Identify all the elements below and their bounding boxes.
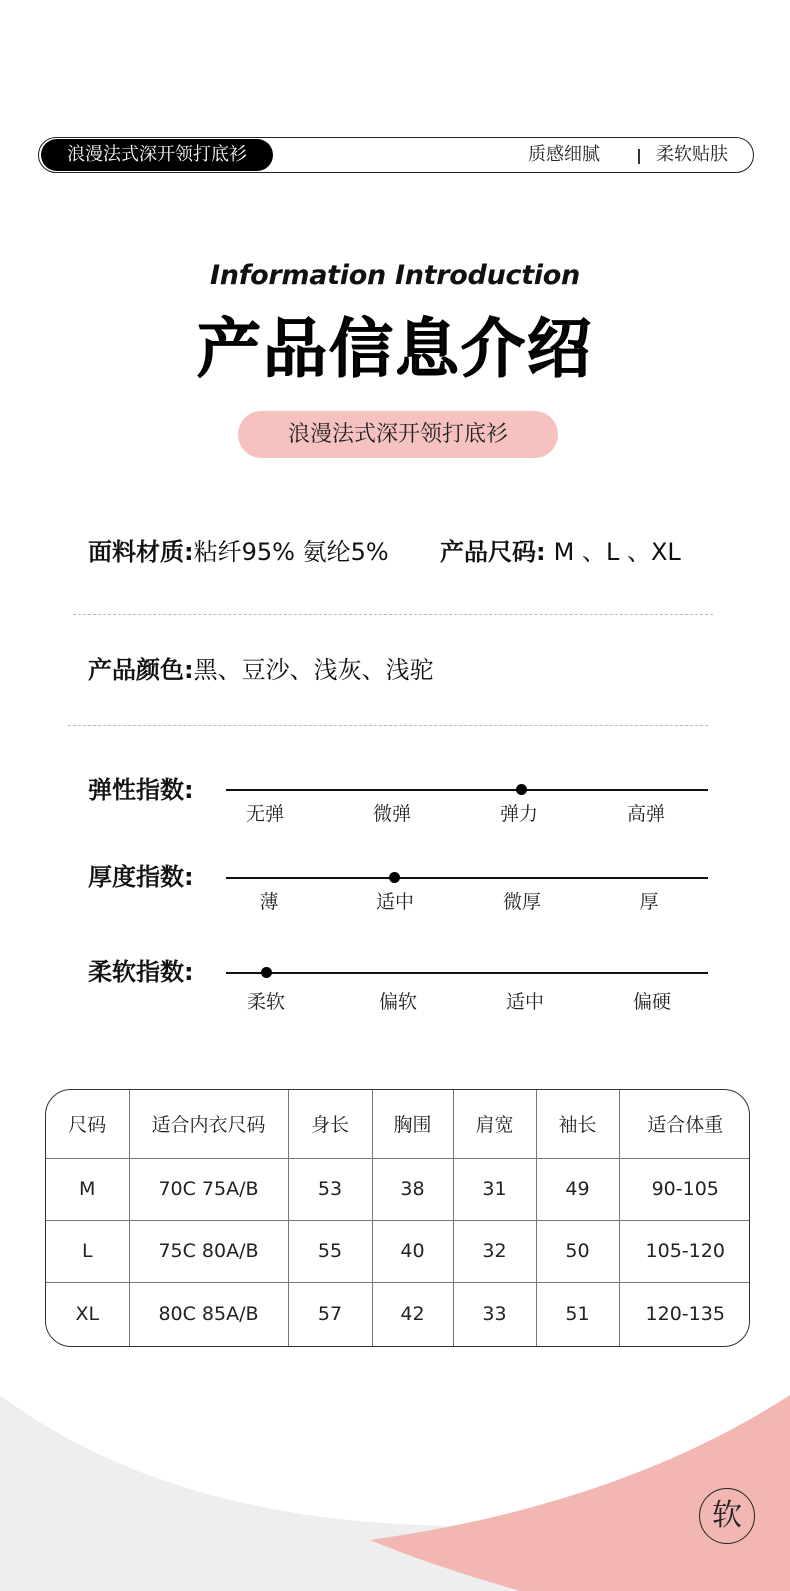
color-label: 产品颜色: <box>88 656 194 684</box>
table-header-cell: 胸围 <box>372 1090 453 1158</box>
table-cell: 50 <box>536 1220 619 1282</box>
softness-tick: 适中 <box>505 991 544 1013</box>
soft-badge: 软 <box>699 1488 755 1544</box>
table-cell: 38 <box>372 1158 453 1220</box>
table-cell: XL <box>46 1282 129 1346</box>
table-header-cell: 适合内衣尺码 <box>129 1090 288 1158</box>
table-row <box>46 1282 750 1346</box>
table-cell: 57 <box>288 1282 372 1346</box>
elasticity-tick: 无弹 <box>245 803 284 825</box>
thickness-tick: 薄 <box>259 891 279 913</box>
table-row <box>46 1220 750 1282</box>
softness-label: 柔软指数: <box>88 958 194 986</box>
elasticity-tick: 微弹 <box>372 803 411 825</box>
table-header-cell: 肩宽 <box>453 1090 536 1158</box>
color-row <box>88 654 434 686</box>
table-cell: M <box>46 1158 129 1220</box>
section-title-cn: 产品信息介绍 <box>197 313 593 387</box>
table-cell: 70C 75A/B <box>129 1158 288 1220</box>
thickness-label: 厚度指数: <box>88 863 194 891</box>
size-value: M 、L 、XL <box>553 538 681 566</box>
bottom-wave-decoration <box>0 1395 790 1591</box>
size-table <box>45 1089 750 1347</box>
table-cell: 31 <box>453 1158 536 1220</box>
header-divider <box>638 149 640 164</box>
thickness-tick: 适中 <box>375 891 414 913</box>
thickness-tick: 微厚 <box>502 891 541 913</box>
elasticity-label: 弹性指数: <box>88 776 194 804</box>
table-cell: 80C 85A/B <box>129 1282 288 1346</box>
table-cell: 53 <box>288 1158 372 1220</box>
section-title-en: Information Introduction <box>210 260 580 291</box>
fabric-value: 粘纤95% 氨纶5% <box>193 538 389 566</box>
table-cell: 40 <box>372 1220 453 1282</box>
product-name-pill: 浪漫法式深开领打底衫 <box>238 411 558 458</box>
table-cell: 120-135 <box>645 1303 725 1326</box>
table-cell: 33 <box>453 1282 536 1346</box>
thickness-marker <box>389 872 400 883</box>
table-cell: 90-105 <box>619 1158 750 1220</box>
table-cell: 75C 80A/B <box>129 1220 288 1282</box>
table-header-cell: 适合体重 <box>619 1090 750 1158</box>
fabric-row <box>88 536 389 568</box>
softness-scale-line <box>226 972 708 974</box>
dashed-divider <box>73 614 713 615</box>
softness-tick: 柔软 <box>246 991 285 1013</box>
elasticity-tick: 高弹 <box>626 803 665 825</box>
table-cell: 42 <box>372 1282 453 1346</box>
elasticity-scale-line <box>226 789 708 791</box>
table-header-row <box>46 1090 750 1158</box>
size-row <box>440 536 681 568</box>
table-header-cell: 身长 <box>288 1090 372 1158</box>
table-cell: 51 <box>536 1282 619 1346</box>
header-tag-soft: 柔软贴肤 <box>656 144 728 165</box>
table-cell: 49 <box>536 1158 619 1220</box>
header-product-name: 浪漫法式深开领打底衫 <box>41 139 273 171</box>
elasticity-tick: 弹力 <box>499 803 538 825</box>
table-cell: 32 <box>453 1220 536 1282</box>
elasticity-marker <box>516 784 527 795</box>
table-cell: 55 <box>288 1220 372 1282</box>
thickness-scale-line <box>226 877 708 879</box>
table-header-cell: 袖长 <box>536 1090 619 1158</box>
dashed-divider <box>68 725 708 726</box>
softness-tick: 偏软 <box>378 991 417 1013</box>
softness-marker <box>261 967 272 978</box>
fabric-label: 面料材质: <box>88 538 194 566</box>
table-header-cell: 尺码 <box>46 1090 129 1158</box>
table-cell: L <box>46 1220 129 1282</box>
thickness-tick: 厚 <box>639 891 659 913</box>
softness-tick: 偏硬 <box>632 991 671 1013</box>
size-label: 产品尺码: <box>440 538 546 566</box>
table-row <box>46 1158 750 1220</box>
table-cell: 105-120 <box>619 1220 750 1282</box>
header-tag-texture: 质感细腻 <box>528 144 600 165</box>
color-value: 黑、豆沙、浅灰、浅驼 <box>193 656 434 684</box>
